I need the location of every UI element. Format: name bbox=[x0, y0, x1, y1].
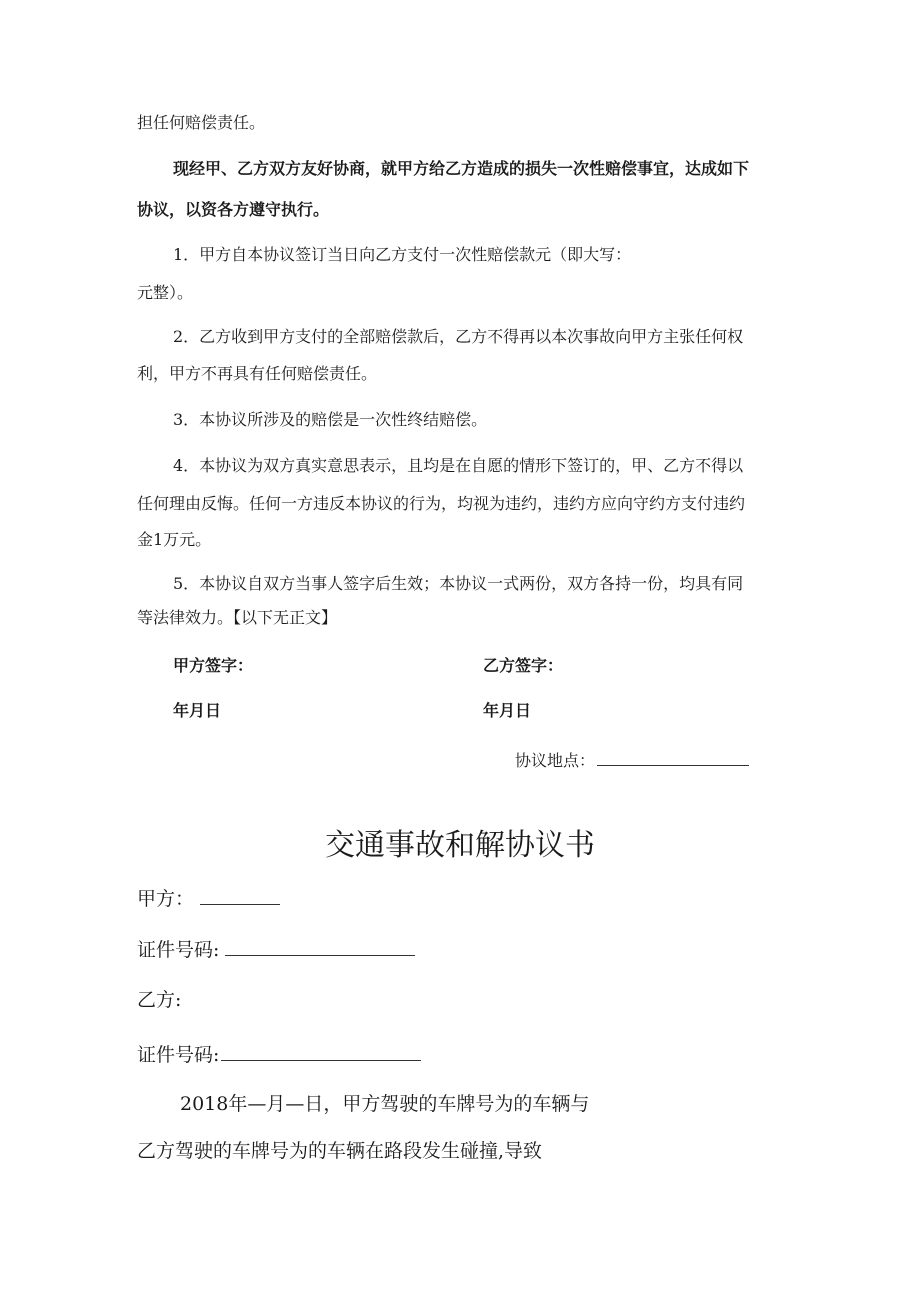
party-a-date-label: 年月日 bbox=[173, 701, 222, 720]
clause-2-line1: 2．乙方收到甲方支付的全部赔偿款后，乙方不得再以本次事故向甲方主张任何权 bbox=[173, 327, 744, 346]
clause-4-line1: 4．本协议为双方真实意思表示，且均是在自愿的情形下签订的，甲、乙方不得以 bbox=[173, 456, 744, 475]
clause-3-line1: 3．本协议所涉及的赔偿是一次性终结赔偿。 bbox=[173, 410, 488, 429]
party-a-label: 甲方： bbox=[137, 888, 195, 910]
party-a-signature-label: 甲方签字： bbox=[173, 656, 254, 675]
agreement-location bbox=[515, 749, 749, 771]
clause-4-line3: 金1万元。 bbox=[137, 530, 212, 549]
agreement-location-blank[interactable] bbox=[597, 749, 749, 766]
intro-paragraph-line1: 现经甲、乙方双方友好协商，就甲方给乙方造成的损失一次性赔偿事宜，达成如下 bbox=[173, 159, 750, 178]
document-title: 交通事故和解协议书 bbox=[325, 828, 595, 863]
incident-line2: 乙方驾驶的车牌号为的车辆在路段发生碰撞,导致 bbox=[137, 1140, 543, 1162]
agreement-location-label: 协议地点： bbox=[515, 751, 596, 770]
clause-2-line2: 利，甲方不再具有任何赔偿责任。 bbox=[137, 364, 378, 383]
clause-1-line1: 1．甲方自本协议签订当日向乙方支付一次性赔偿款元（即大写： bbox=[173, 245, 632, 264]
id-a-blank[interactable] bbox=[225, 937, 415, 956]
clause-4-line2: 任何理由反悔。任何一方违反本协议的行为，均视为违约，违约方应向守约方支付违约 bbox=[137, 494, 746, 513]
clause-5-line1: 5．本协议自双方当事人签字后生效；本协议一式两份，双方各持一份，均具有同 bbox=[173, 574, 744, 593]
party-a-blank[interactable] bbox=[200, 886, 280, 905]
id-b-label: 证件号码: bbox=[137, 1044, 220, 1066]
party-b-date-label: 年月日 bbox=[483, 701, 532, 720]
id-a-row bbox=[137, 937, 415, 962]
party-a-row bbox=[137, 886, 280, 911]
id-a-label: 证件号码: bbox=[137, 939, 220, 961]
party-b-row bbox=[137, 988, 181, 1012]
intro-paragraph-line2: 协议，以资各方遵守执行。 bbox=[137, 200, 330, 219]
incident-line1: 2018年—月—日，甲方驾驶的车牌号为的车辆与 bbox=[180, 1093, 590, 1115]
party-b-signature-label: 乙方签字： bbox=[483, 656, 564, 675]
id-b-row bbox=[137, 1042, 421, 1067]
clause-5-line2: 等法律效力。【以下无正文】 bbox=[137, 608, 338, 627]
party-b-label: 乙方: bbox=[137, 989, 182, 1011]
carryover-line: 担任何赔偿责任。 bbox=[137, 113, 266, 132]
id-b-blank[interactable] bbox=[221, 1042, 421, 1061]
clause-1-line2: 元整）。 bbox=[137, 283, 194, 302]
